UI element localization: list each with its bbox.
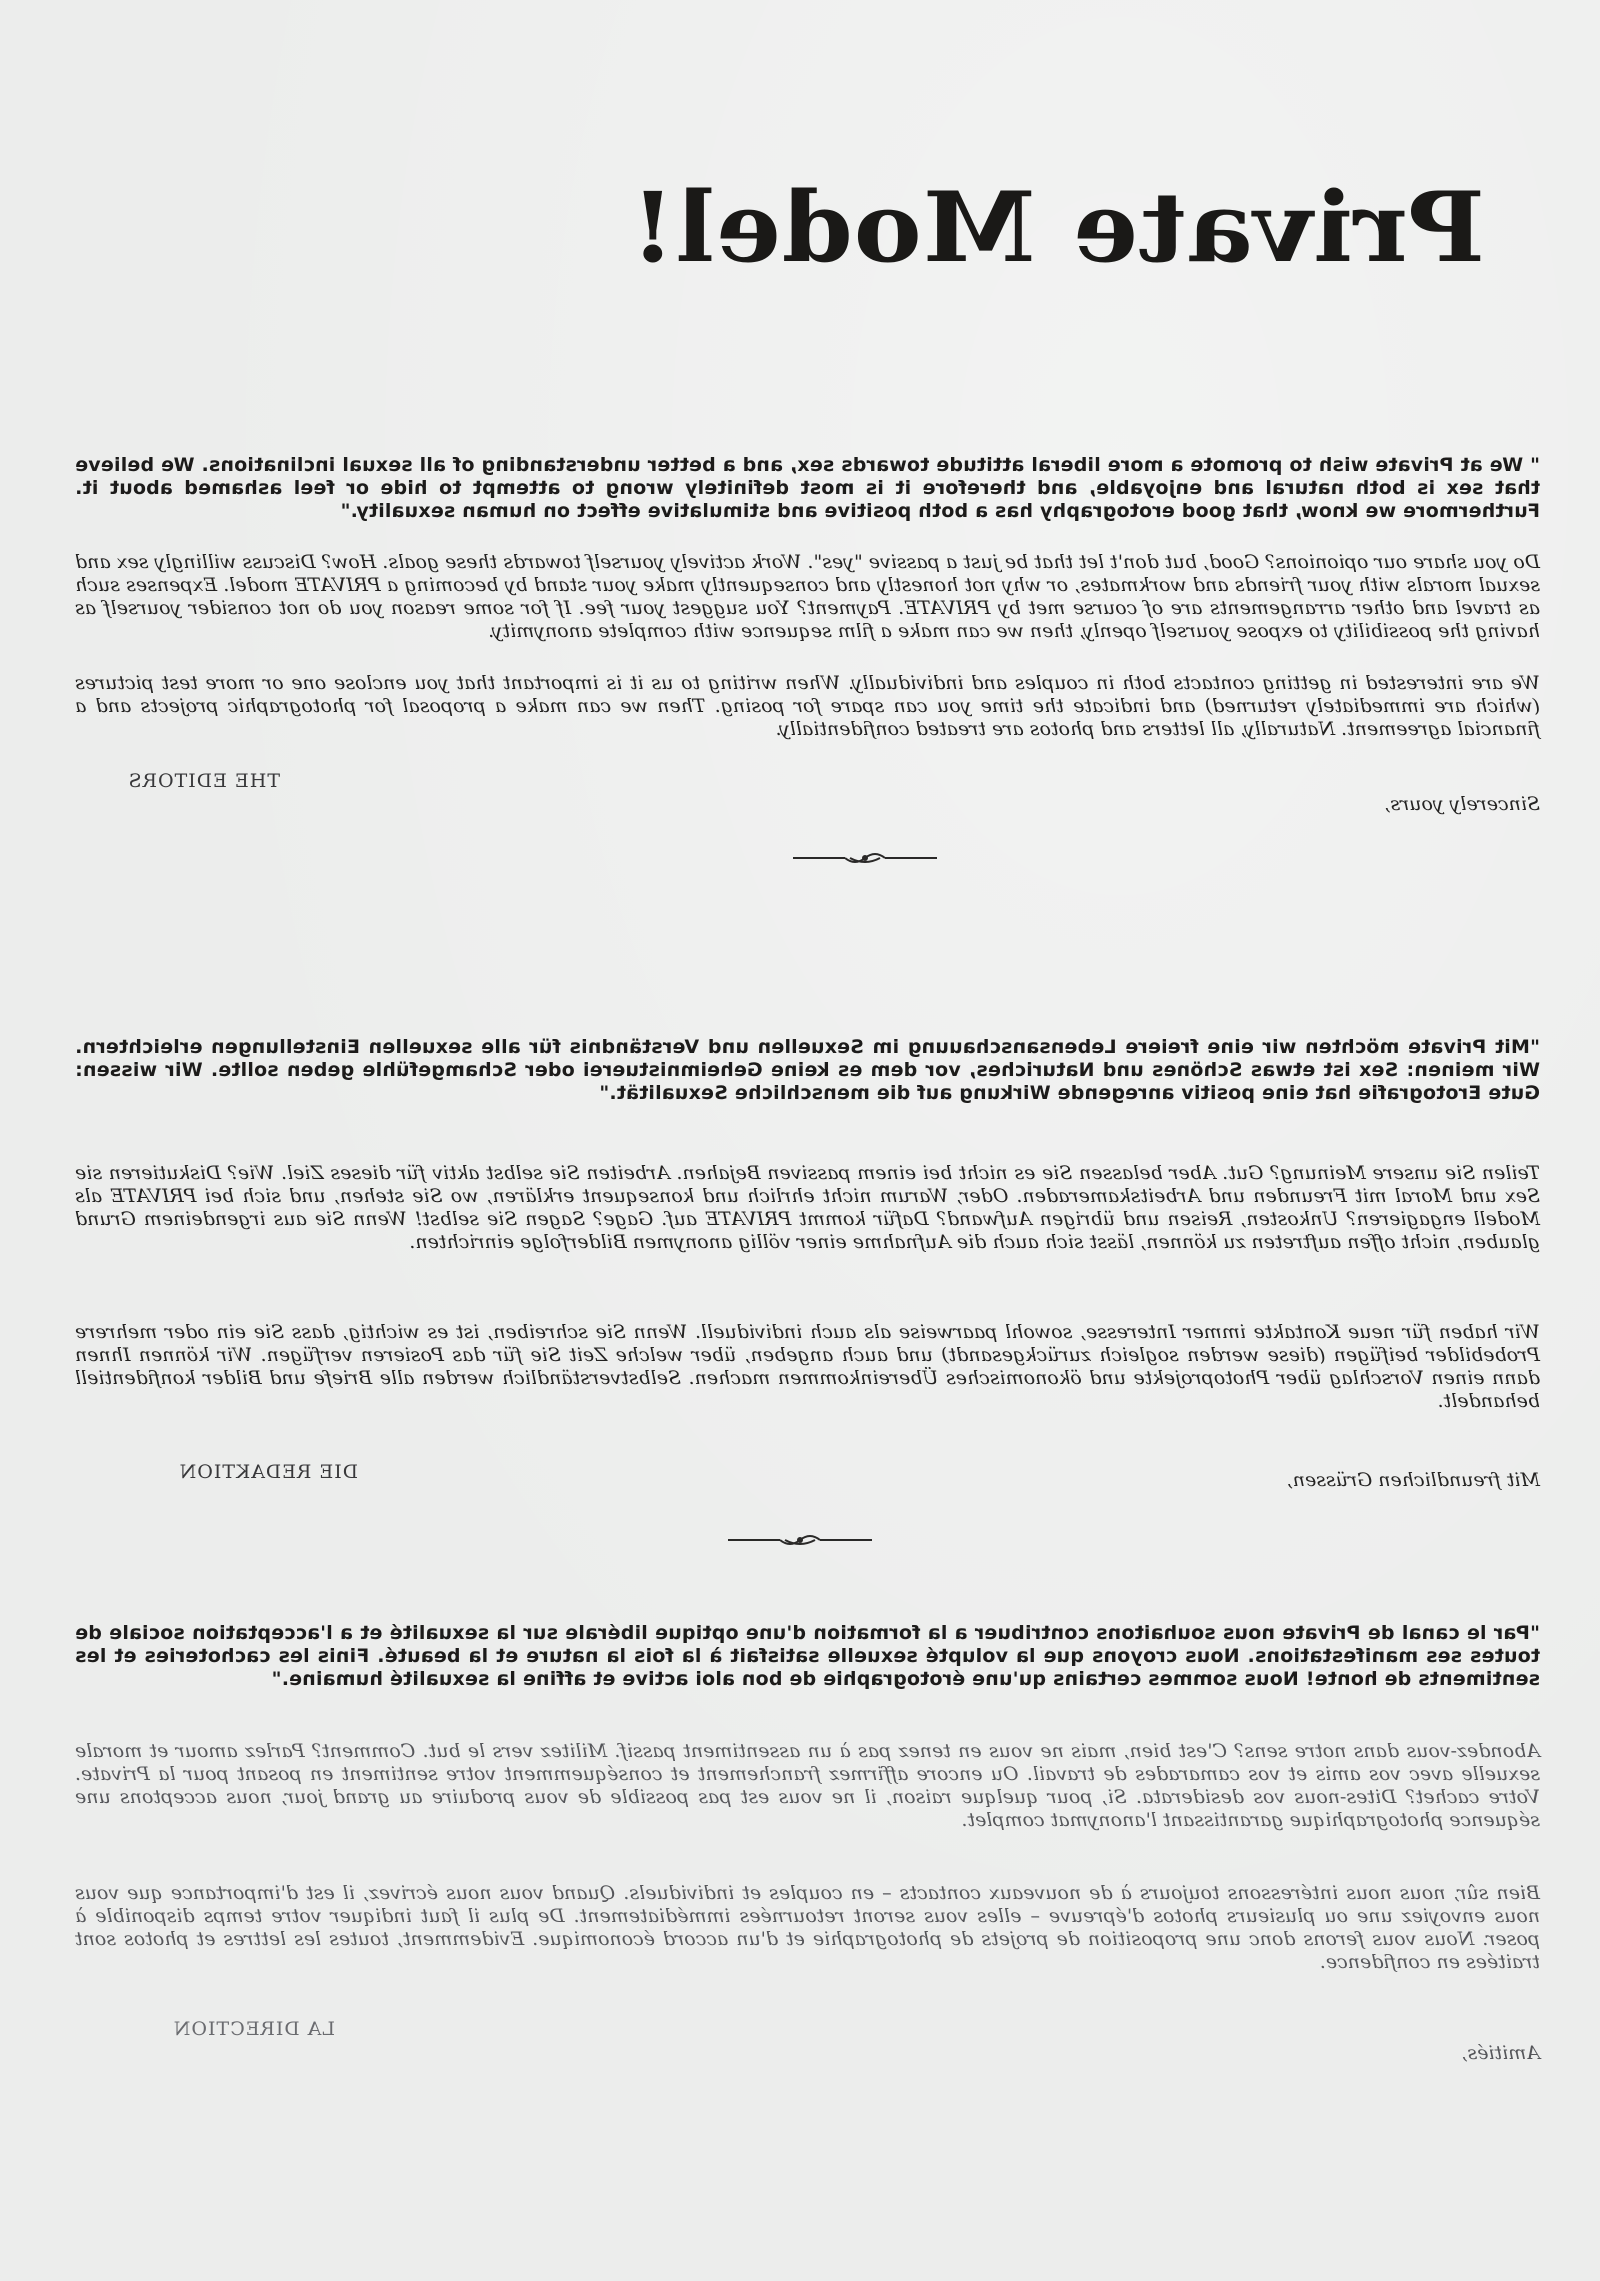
english-body-paragraph-2: We are interested in getting contacts both in couples and individually. When writing to us it is important that you enclose one or more test pictures (which are immediately returned) and indicate the time you can spare for posing. Then we can make a proposal for photographic projects and a financial agreement. Naturally, all letters and photos are treated confidentially. [75, 672, 1540, 740]
german-body-paragraph-2: Wir haben für neue Kontakte immer Interesse, sowohl paarweise als auch individuell. Wenn Sie schreiben, ist es wichtig, dass Sie ein oder mehrere Probebilder beifügen (diese werden sogleich zurückgesandt) und auch angeben, über welche Zeit Sie für das Posieren verfügen. Wir können Ihnen dann einen Vorschlag über Photoprojekte und ökonomisches Übereinkommen machen. Selbstverständlich werden alle Briefe und Bilder konfidentiell behandelt. [75, 1321, 1540, 1412]
english-body-paragraph-1: Do you share our opionions? Good, but don't let that be just a passive "yes". Work actively yourself towards these goals. How? Discuss willingly sex and sexual morals with your friends and workmates, or why not honestly and consequently make your stand by becoming a PRIVATE model. Expenses such as travel and other arrangements are of course met by PRIVATE. Payment? You suggest your fee. If for some reason you do not consider yourself as having the possibility to expose yourself openly, then we can make a film sequence with complete anonymity. [75, 551, 1540, 642]
english-lead-paragraph: " We at Private wish to promote a more liberal attitude towards sex, and a better understanding of all sexual inclinations. We believe that sex is both natural and enjoyable, and therefore it is most definitely wrong to attempt to hide or feel ashamed about it. Furthermore we know, that good erotography has a both positive and stimulative effect on human sexuality." [75, 454, 1540, 522]
french-closing: Amitiés, [1461, 2042, 1540, 2064]
german-closing: Mit freundlichen Grüssen, [1286, 1469, 1540, 1491]
german-body-paragraph-1: Teilen Sie unsere Meinung? Gut. Aber belassen Sie es nicht bei einem passiven Bejahen. Arbeiten Sie selbst aktiv für dieses Ziel. Wie? Diskutieren sie Sex und Moral mit Freunden und Arbeitskameraden. Oder, Warum nicht ehrlich und konsequent erklären, wo Sie stehen, und sich bei PRIVATE als Modell engagieren? Unkosten, Reisen und übrigen Aufwand? Dafür kommt PRIVATE auf. Gage? Sagen Sie selbst! Wenn Sie aus irgendeinem Grund glauben, nicht offen auftreten zu können, lässt sich auch die Aufnahme einer völlig anonymen Bilderfolge einrichten. [75, 1162, 1540, 1253]
ornamental-rule-icon [720, 1530, 880, 1550]
german-lead-paragraph: "Mit Private möchten wir eine freiere Lebensanschauung im Sexuellen und Verständnis für alle sexuellen Einstellungen erleichtern. Wir meinen: Sex ist etwas Schönes und Naturiches, vor dem es keine Geheimnistuerei oder Schamgefühle geben sollte. Wir wissen: Gute Erotografie hat eine positiv anregende Wirkung auf die menschliche Sexualität." [75, 1036, 1540, 1104]
french-body-paragraph-1: Abondez-vous dans notre sens? C'est bien, mais ne vous en tenez pas à un assentiment passif. Militez vers le but. Comment? Parlez amour et morale sexuelle avec vos amis et vos camarades de travail. Ou encore affirmez franchement et conséquemment votre sentiment en posant pour la Private. Votre cachet? Dites-nous vos desiderata. Si, pour quelque raison, il ne vous est pas possible de vous produire au grand jour, nous acceptons une séquence photographique garantissant l'anonymat complet. [75, 1740, 1540, 1831]
german-signature: DIE REDAKTION [178, 1461, 358, 1483]
page-title: Private Model! [629, 171, 1485, 284]
ornamental-rule-icon [785, 848, 945, 868]
french-signature: LA DIRECTION [172, 2018, 335, 2040]
french-body-paragraph-2: Bien sûr, nous nous intéressons toujours à de nouveaux contacts – en couples et individuels. Quand vous nous écrivez, il est d'importance que vous nous envoyiez une ou plusieurs photos d'épreuve – elles vous seront retournées immédiatement. De plus il faut indiquer votre temps disponible à poser. Nous vous ferons donc une proposition de projets de photographie et d'un accord économique. Evidemment, toutes les lettres et photos sont traitées en confidence. [75, 1882, 1540, 1973]
english-closing: Sincerely yours, [1384, 793, 1540, 815]
french-lead-paragraph: "Par le canal de Private nous souhaitons contribuer a la formation d'une optique libérale sur la sexualité et a l'acceptation sociale de toutes ses manifestations. Nous croyons que la volupté sexuelle satisfait à la fois la nature et la beauté. Finis les cachoteries et les sentiments de honte! Nous sommes certains qu'une érotographie de bon aloi active et affine la sexualité humaine." [75, 1622, 1540, 1690]
english-signature: THE EDITORS [127, 770, 280, 792]
